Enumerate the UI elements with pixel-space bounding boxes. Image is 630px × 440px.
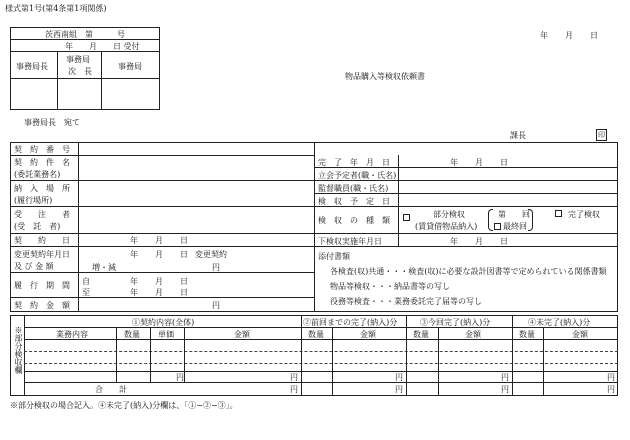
header-date-day: 日 bbox=[590, 31, 598, 40]
receipt-col-director: 事務局長 bbox=[16, 62, 48, 71]
receipt-date: 年 月 日 受付 bbox=[65, 42, 140, 51]
period-from-d: 日 bbox=[180, 277, 188, 286]
label-contract-no: 契 約 番 号 bbox=[14, 145, 70, 154]
label-inspection-date: 検 収 予 定 日 bbox=[318, 197, 390, 206]
col-qty-2: 数量 bbox=[308, 330, 324, 339]
checkbox-final[interactable] bbox=[494, 223, 501, 230]
total-label: 合 計 bbox=[95, 385, 127, 394]
label-delivery-place-sub: (履行場所) bbox=[14, 196, 53, 205]
contract-date-m: 月 bbox=[155, 236, 163, 245]
col-qty-4: 数量 bbox=[519, 330, 535, 339]
checkbox-partial[interactable] bbox=[403, 214, 410, 221]
document-title: 物品購入等検収依頼書 bbox=[345, 72, 425, 81]
label-contractor-sub: (受 託 者) bbox=[14, 222, 61, 231]
completion-m: 月 bbox=[475, 158, 483, 167]
option-complete: 完了検収 bbox=[568, 210, 600, 219]
label-contractor: 受 注 者 bbox=[14, 210, 70, 219]
label-delivery-place: 納 入 場 所 bbox=[14, 184, 70, 193]
group-2-header: ②前回までの完了(納入)分 bbox=[303, 318, 398, 327]
group-4-header: ④未完了(納入)分 bbox=[528, 318, 591, 327]
pre-insp-d: 日 bbox=[500, 237, 508, 246]
attachments-title: 添付書類 bbox=[318, 252, 350, 261]
period-to: 至 bbox=[82, 288, 90, 297]
brace-left bbox=[488, 209, 493, 231]
col-item: 業務内容 bbox=[56, 330, 88, 339]
yen-g1-row: 円 bbox=[290, 373, 298, 382]
option-final: 最終回 bbox=[503, 222, 527, 231]
increase-decrease: 増・減 bbox=[92, 263, 116, 272]
label-contract-name-sub: (委託業務名) bbox=[14, 170, 61, 179]
period-from-y: 年 bbox=[130, 277, 138, 286]
label-supervisor: 監督職員(職・氏名) bbox=[318, 184, 389, 193]
label-pre-inspection-date: 下検収実施年月日 bbox=[318, 237, 382, 246]
col-amount-1: 金額 bbox=[234, 330, 250, 339]
change-date-d: 日 bbox=[180, 250, 188, 259]
seal-icon: 印 bbox=[598, 131, 605, 139]
label-completion-date: 完 了 年 月 日 bbox=[318, 158, 390, 167]
col-amount-4: 金額 bbox=[572, 330, 588, 339]
period-to-m: 月 bbox=[155, 288, 163, 297]
label-inspection-type: 検 収 の 種 類 bbox=[318, 216, 390, 225]
change-yen: 円 bbox=[212, 263, 220, 272]
label-period: 履 行 期 間 bbox=[14, 281, 70, 290]
yen-g3-row: 円 bbox=[501, 373, 509, 382]
col-amount-2: 金額 bbox=[360, 330, 376, 339]
yen-g1-total: 円 bbox=[290, 385, 298, 394]
yen-g3-total: 円 bbox=[501, 385, 509, 394]
contract-date-y: 年 bbox=[130, 236, 138, 245]
col-amount-3: 金額 bbox=[465, 330, 481, 339]
attachment-line-1: 各検査(収)共通・・・検査(収)に必要な設計図書等で定められている関係書類 bbox=[330, 267, 607, 276]
period-to-y: 年 bbox=[130, 288, 138, 297]
option-partial: 部分検収 bbox=[433, 210, 465, 219]
completion-y: 年 bbox=[450, 158, 458, 167]
side-label: ※部分検収欄 bbox=[14, 326, 23, 374]
completion-d: 日 bbox=[500, 158, 508, 167]
col-qty-1: 数量 bbox=[124, 330, 140, 339]
label-contract-name: 契 約 件 名 bbox=[14, 158, 70, 167]
period-from-m: 月 bbox=[155, 277, 163, 286]
receipt-number: 茨西南組 第 号 bbox=[45, 30, 125, 39]
group-3-header: ③今回完了(納入)分 bbox=[420, 318, 491, 327]
contract-date-d: 日 bbox=[180, 236, 188, 245]
receipt-col-office: 事務局 bbox=[118, 62, 142, 71]
option-partial-sub: (賃貸借物品納入) bbox=[415, 222, 478, 231]
receipt-col-deputy-b: 次 長 bbox=[68, 67, 92, 76]
label-contract-amount: 契 約 金 額 bbox=[14, 301, 70, 310]
label-change-amount: 及 び 金 額 bbox=[14, 262, 54, 271]
attachment-line-3: 役務等検査・・・業務委託完了届等の写し bbox=[330, 297, 482, 306]
footnote: ※部分検収の場合記入。④未完了(納入)分欄は、「①−②−③」。 bbox=[10, 401, 238, 410]
change-contract-text: 変更契約 bbox=[195, 250, 227, 259]
contract-yen: 円 bbox=[212, 301, 220, 310]
header-date-year: 年 bbox=[540, 31, 548, 40]
label-change-date: 変更契約年月日 bbox=[14, 250, 70, 259]
group-1-header: ①契約内容(全体) bbox=[132, 318, 195, 327]
form-code: 様式第1号(第4条第1項関係) bbox=[5, 4, 107, 13]
pre-insp-m: 月 bbox=[475, 237, 483, 246]
attachment-line-2: 物品等検収・・・納品書等の写し bbox=[330, 282, 450, 291]
header-date-month: 月 bbox=[565, 31, 573, 40]
yen-g4-row: 円 bbox=[607, 373, 615, 382]
option-nth: 第 回 bbox=[498, 210, 530, 219]
yen-price-row: 円 bbox=[176, 373, 184, 382]
col-price-1: 単価 bbox=[158, 330, 174, 339]
receipt-col-deputy-a: 事務局 bbox=[66, 55, 90, 64]
yen-g2-row: 円 bbox=[395, 373, 403, 382]
section-chief: 課長 bbox=[510, 131, 526, 140]
pre-insp-y: 年 bbox=[450, 237, 458, 246]
addressee: 事務局長 宛て bbox=[24, 118, 80, 127]
period-from: 自 bbox=[82, 277, 90, 286]
checkbox-complete[interactable] bbox=[555, 210, 562, 217]
label-witness: 立会予定者(職・氏名) bbox=[318, 171, 397, 180]
change-date-y: 年 bbox=[130, 250, 138, 259]
yen-g2-total: 円 bbox=[395, 385, 403, 394]
brace-right bbox=[528, 209, 533, 231]
label-contract-date: 契 約 日 bbox=[14, 236, 70, 245]
period-to-d: 日 bbox=[180, 288, 188, 297]
col-qty-3: 数量 bbox=[413, 330, 429, 339]
yen-g4-total: 円 bbox=[607, 385, 615, 394]
change-date-m: 月 bbox=[155, 250, 163, 259]
